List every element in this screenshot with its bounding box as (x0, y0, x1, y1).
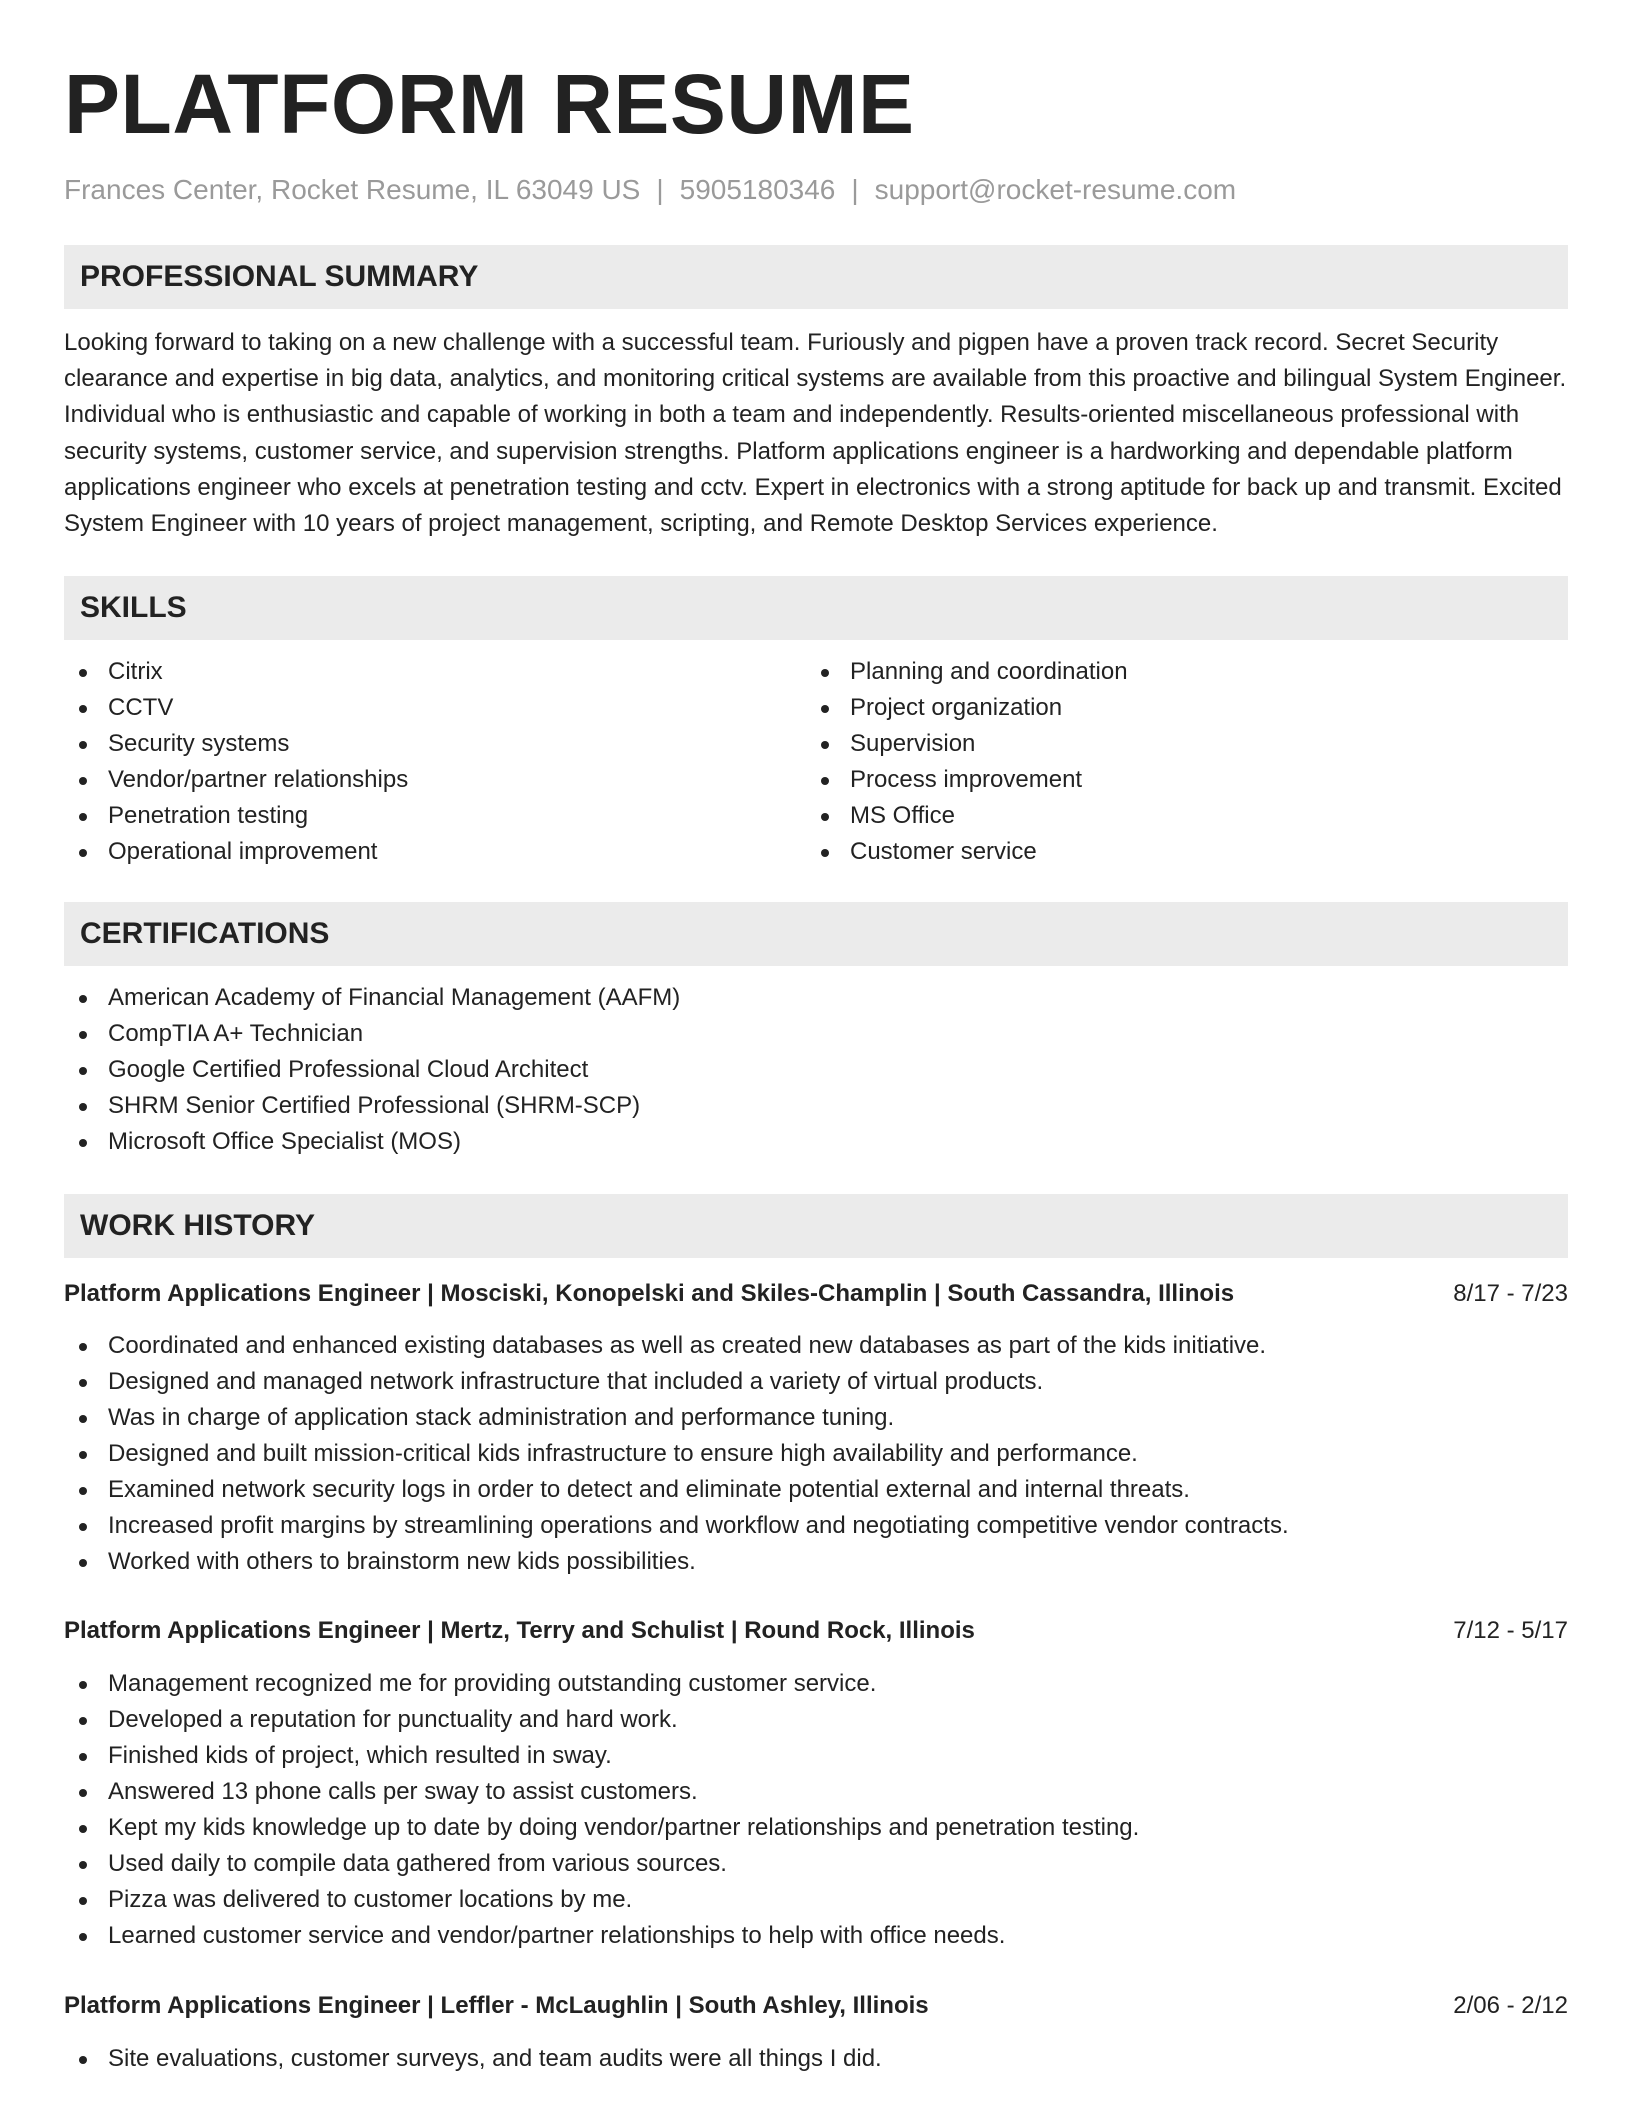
job-bullets (64, 1328, 1568, 1580)
job-bullets (64, 1666, 1568, 1954)
skills-column-left (64, 654, 806, 870)
skill-item: Penetration testing (64, 798, 806, 834)
skill-item: Supervision (806, 726, 1548, 762)
certifications-list (64, 980, 1568, 1160)
section-header-skills: SKILLS (64, 576, 1568, 640)
section-header-certifications: CERTIFICATIONS (64, 902, 1568, 966)
contact-line (64, 172, 1568, 208)
skills-list-left (64, 654, 806, 870)
job-dates: 7/12 - 5/17 (1453, 1617, 1568, 1645)
job-bullet: Worked with others to brainstorm new kids possibilities. (64, 1544, 1568, 1580)
job-header (64, 1276, 1568, 1312)
skills-list-right (806, 654, 1548, 870)
skill-item: Vendor/partner relationships (64, 762, 806, 798)
job-bullet: Management recognized me for providing outstanding customer service. (64, 1666, 1568, 1702)
job-bullet: Was in charge of application stack administration and performance tuning. (64, 1400, 1568, 1436)
job-bullet: Coordinated and enhanced existing databases as well as created new databases as part of the kids initiative. (64, 1328, 1568, 1364)
job-bullet: Used daily to compile data gathered from various sources. (64, 1846, 1568, 1882)
job-bullet: Site evaluations, customer surveys, and team audits were all things I did. (64, 2041, 1568, 2077)
contact-email: support@rocket-resume.com (874, 174, 1237, 205)
certification-item: SHRM Senior Certified Professional (SHRM-SCP) (64, 1088, 1568, 1124)
certification-item: American Academy of Financial Management (AAFM) (64, 980, 1568, 1016)
contact-separator: | (656, 174, 664, 205)
skill-item: MS Office (806, 798, 1548, 834)
job-bullet: Kept my kids knowledge up to date by doing vendor/partner relationships and penetration testing. (64, 1810, 1568, 1846)
job-bullet: Examined network security logs in order to detect and eliminate potential external and internal threats. (64, 1472, 1568, 1508)
job-entry (64, 1276, 1568, 1580)
skill-item: Operational improvement (64, 834, 806, 870)
job-header (64, 1988, 1568, 2024)
job-bullet: Finished kids of project, which resulted in sway. (64, 1738, 1568, 1774)
summary-text: Looking forward to taking on a new challenge with a successful team. Furiously and pigpen have a proven track record. Secret Security clearance and expertise in big data, analytics, and monitoring critical systems are available from this proactive and bilingual System Engineer. Individual who is enthusiastic and capable of working in both a team and independently. Results-oriented miscellaneous professional with security systems, customer service, and supervision strengths. Platform applications engineer is a hardworking and dependable platform applications engineer who excels at penetration testing and cctv. Expert in electronics with a strong aptitude for back up and transmit. Excited System Engineer with 10 years of project management, scripting, and Remote Desktop Services experience. (64, 329, 1567, 538)
job-header (64, 1613, 1568, 1649)
job-bullet: Answered 13 phone calls per sway to assist customers. (64, 1774, 1568, 1810)
job-title: Platform Applications Engineer | Mosciski, Konopelski and Skiles-Champlin | South Cassandra, Illinois (64, 1280, 1235, 1308)
job-dates: 8/17 - 7/23 (1453, 1280, 1568, 1308)
job-bullet: Designed and managed network infrastructure that included a variety of virtual products. (64, 1364, 1568, 1400)
job-entry (64, 1988, 1568, 2077)
job-title: Platform Applications Engineer | Mertz, Terry and Schulist | Round Rock, Illinois (64, 1617, 975, 1645)
contact-separator: | (851, 174, 859, 205)
skill-item: Citrix (64, 654, 806, 690)
resume-page (64, 0, 1568, 2077)
skill-item: Customer service (806, 834, 1548, 870)
job-title: Platform Applications Engineer | Leffler - McLaughlin | South Ashley, Illinois (64, 1992, 929, 2020)
certification-item: Microsoft Office Specialist (MOS) (64, 1124, 1568, 1160)
job-bullet: Learned customer service and vendor/partner relationships to help with office needs. (64, 1918, 1568, 1954)
job-bullet: Developed a reputation for punctuality and hard work. (64, 1702, 1568, 1738)
skills-grid (64, 654, 1568, 870)
skill-item: Process improvement (806, 762, 1548, 798)
certification-item: Google Certified Professional Cloud Architect (64, 1052, 1568, 1088)
job-dates: 2/06 - 2/12 (1453, 1992, 1568, 2020)
job-entry (64, 1613, 1568, 1954)
contact-phone: 5905180346 (679, 174, 836, 205)
contact-address: Frances Center, Rocket Resume, IL 63049 US (64, 174, 641, 205)
job-bullets (64, 2041, 1568, 2077)
skill-item: Planning and coordination (806, 654, 1548, 690)
skill-item: CCTV (64, 690, 806, 726)
skills-column-right (806, 654, 1548, 870)
skill-item: Security systems (64, 726, 806, 762)
section-header-summary: PROFESSIONAL SUMMARY (64, 245, 1568, 309)
section-header-work-history: WORK HISTORY (64, 1194, 1568, 1258)
job-bullet: Pizza was delivered to customer locations by me. (64, 1882, 1568, 1918)
job-bullet: Increased profit margins by streamlining operations and workflow and negotiating competitive vendor contracts. (64, 1508, 1568, 1544)
skill-item: Project organization (806, 690, 1548, 726)
resume-name: PLATFORM RESUME (64, 57, 915, 151)
certification-item: CompTIA A+ Technician (64, 1016, 1568, 1052)
job-bullet: Designed and built mission-critical kids infrastructure to ensure high availability and performance. (64, 1436, 1568, 1472)
